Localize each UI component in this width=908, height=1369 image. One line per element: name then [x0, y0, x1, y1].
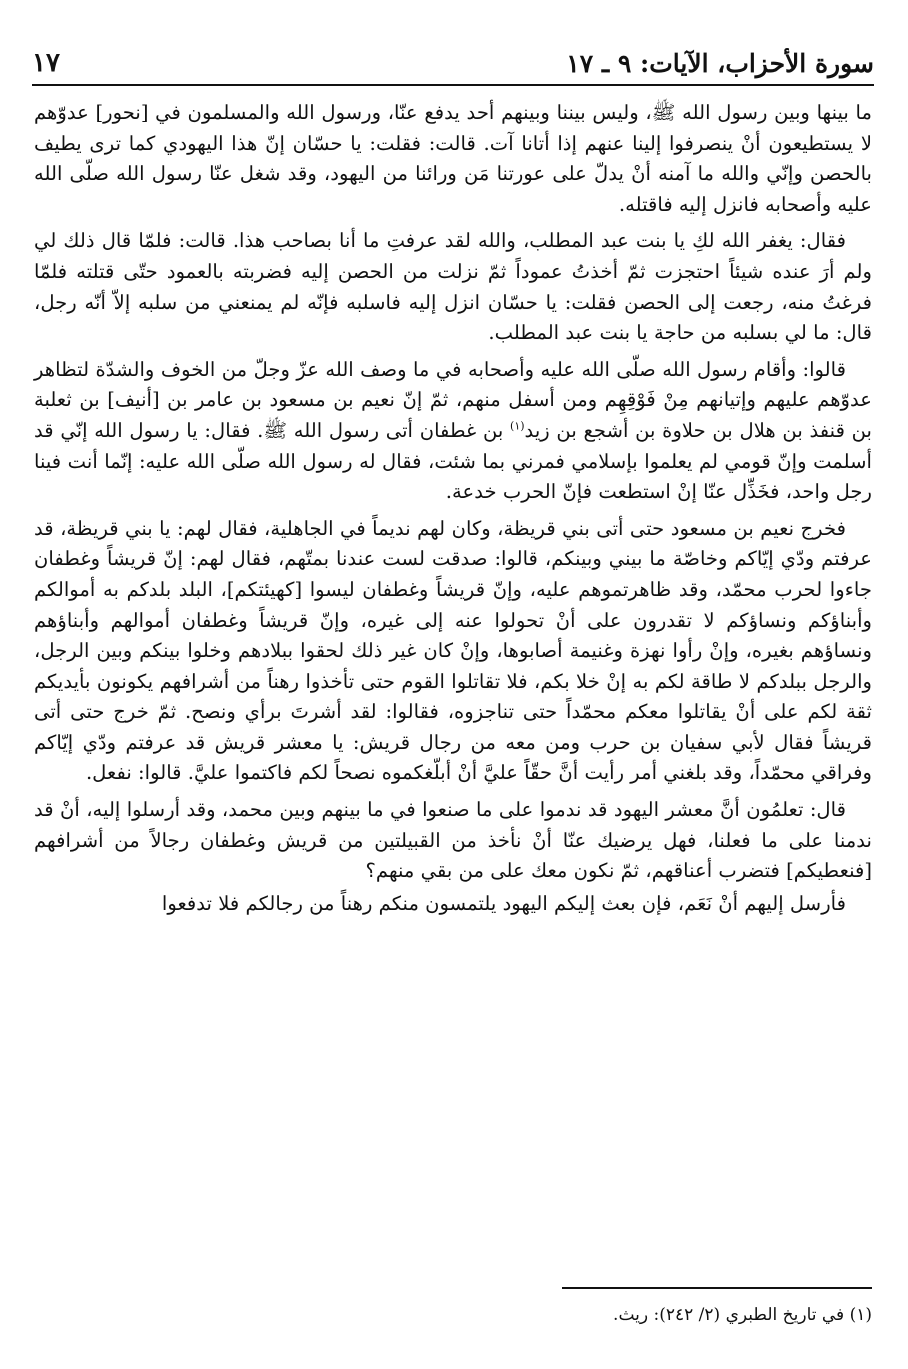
paragraph-2: فقال: يغفر الله لكِ يا بنت عبد المطلب، والله لقد عرفتِ ما أنا بصاحب هذا. قالت: فلمّا قال ذلك لي ولم أرَ عنده شيئاً احتجزت ثمّ أخذتُ عموداً ثمّ نزلت من الحصن إليه فضربته بالعمود حتّى قتلته فلمّا فرغتُ منه، رجعت إلى الحصن فقلت: يا حسّان انزل إليه فاسلبه فإنّه لم يمنعني من سلبه إلاّ أنّه رجل، قال: ما لي بسلبه من حاجة يا بنت عبد المطلب.	[34, 229, 872, 345]
paragraph-3-part-2: بن غطفان أتى رسول الله ﷺ. فقال: يا رسول الله إنّي قد أسلمت وإنّ قومي لم يعلموا بإسلامي فمرني بما شئت، فقال له رسول الله صلّى الله عليه: إنّما أنت فينا رجل واحد، فخَذِّل عنّا إنْ استطعت فإنّ الحرب خدعة.	[34, 418, 872, 504]
paragraph-3	[34, 355, 872, 508]
footnote-rule	[562, 1287, 872, 1289]
footnote-separator	[562, 1287, 872, 1289]
paragraph-4: فخرج نعيم بن مسعود حتى أتى بني قريظة، وكان لهم نديماً في الجاهلية، فقال لهم: يا بني قريظة، قد عرفتم ودّي إيّاكم وخاصّة ما بيني وبينكم، قالوا: صدقت لست عندنا بمتّهم، فقال لهم: إنّ قريشاً وغطفان جاءوا لحرب محمّد، وقد ظاهرتموهم عليه، وإنّ قريشاً وغطفان ليسوا [كهيئتكم]، البلد بلدكم به أموالكم وأبناؤكم ونساؤكم لا تقدرون على أنْ تحولوا عنه إلى غيره، وإنّ قريشاً وغطفان أموالهم وأبناؤهم ونساؤهم بغيره، وإنْ رأوا نهزة وغنيمة أصابوها، وإنْ كان غير ذلك لحقوا ببلادهم وخلوا بينكم وبين الرجل، والرجل ببلدكم لا طاقة لكم به إنْ خلا بكم، فلا تقاتلوا القوم حتى تأخذوا رهناً من أشرافهم يكونون بأيديكم ثقة لكم على أنْ يقاتلوا معكم محمّداً حتى تناجزوه، فقالوا: لقد أشرتَ برأي ونصح. ثمّ خرج حتى أتى قريشاً فقال لأبي سفيان بن حرب ومن معه من رجال قريش: يا معشر قريش قد عرفتم ودّي إيّاكم وفراقي محمّداً، وقد بلغني أمر رأيت أنَّ حقّاً عليَّ أنْ أبلّغكموه نصحاً لكم فاكتموا عليَّ. قالوا: نفعل.	[34, 516, 872, 785]
paragraph-1: ما بينها وبين رسول الله ﷺ، وليس بيننا وبينهم أحد يدفع عنّا، ورسول الله والمسلمون في [نحور] عدوّهم لا يستطيعون أنْ ينصرفوا إلينا عنهم إذا أتانا آت. قالت: فقلت: يا حسّان إنّ هذا اليهودي كما ترى يطيف بالحصن وإنّي والله ما آمنه أنْ يدلّ على عورتنا مَن ورائنا من اليهود، وقد شغل عنّا رسول الله صلّى الله عليه وأصحابه فانزل إليه فاقتله.	[34, 101, 872, 216]
footnote: (١) في تاريخ الطبري (٢/ ٢٤٢): ريث.	[613, 1305, 872, 1325]
page-number: ١٧	[32, 48, 60, 78]
paragraph-3-part-1: قالوا: وأقام رسول الله صلّى الله عليه وأصحابه في ما وصف الله عزّ وجلّ من الخوف والشدّة لتظاهر عدوّهم عليهم وإتيانهم مِنْ فَوْقِهِم ومن أسفل منهم، ثمّ إنّ نعيم بن مسعود بن عامر بن [أنيف] بن ثعلبة بن قنفذ بن هلال بن حلاوة بن أشجع بن زيد	[34, 357, 872, 442]
page-header	[32, 30, 874, 86]
page-body	[34, 98, 872, 925]
paragraph-6: فأرسل إليهم أنْ نَعَم، فإن بعث إليكم اليهود يلتمسون منكم رهناً من رجالكم فلا تدفعوا	[161, 891, 846, 915]
running-title: سورة الأحزاب، الآيات: ٩ ـ ١٧	[566, 49, 874, 78]
footnote-marker: (١)	[510, 419, 525, 433]
paragraph-5: قال: تعلمُون أنَّ معشر اليهود قد ندموا على ما صنعوا في ما بينهم وبين محمد، وقد أرسلوا إليه، أنْ قد ندمنا على ما فعلنا، فهل يرضيك عنّا أنْ نأخذ من القبيلتين من قريش وغطفان رجالاً من أشرافهم [فنعطيكم] فتضرب أعناقهم، ثمّ نكون معك على من بقي منهم؟	[34, 798, 872, 883]
